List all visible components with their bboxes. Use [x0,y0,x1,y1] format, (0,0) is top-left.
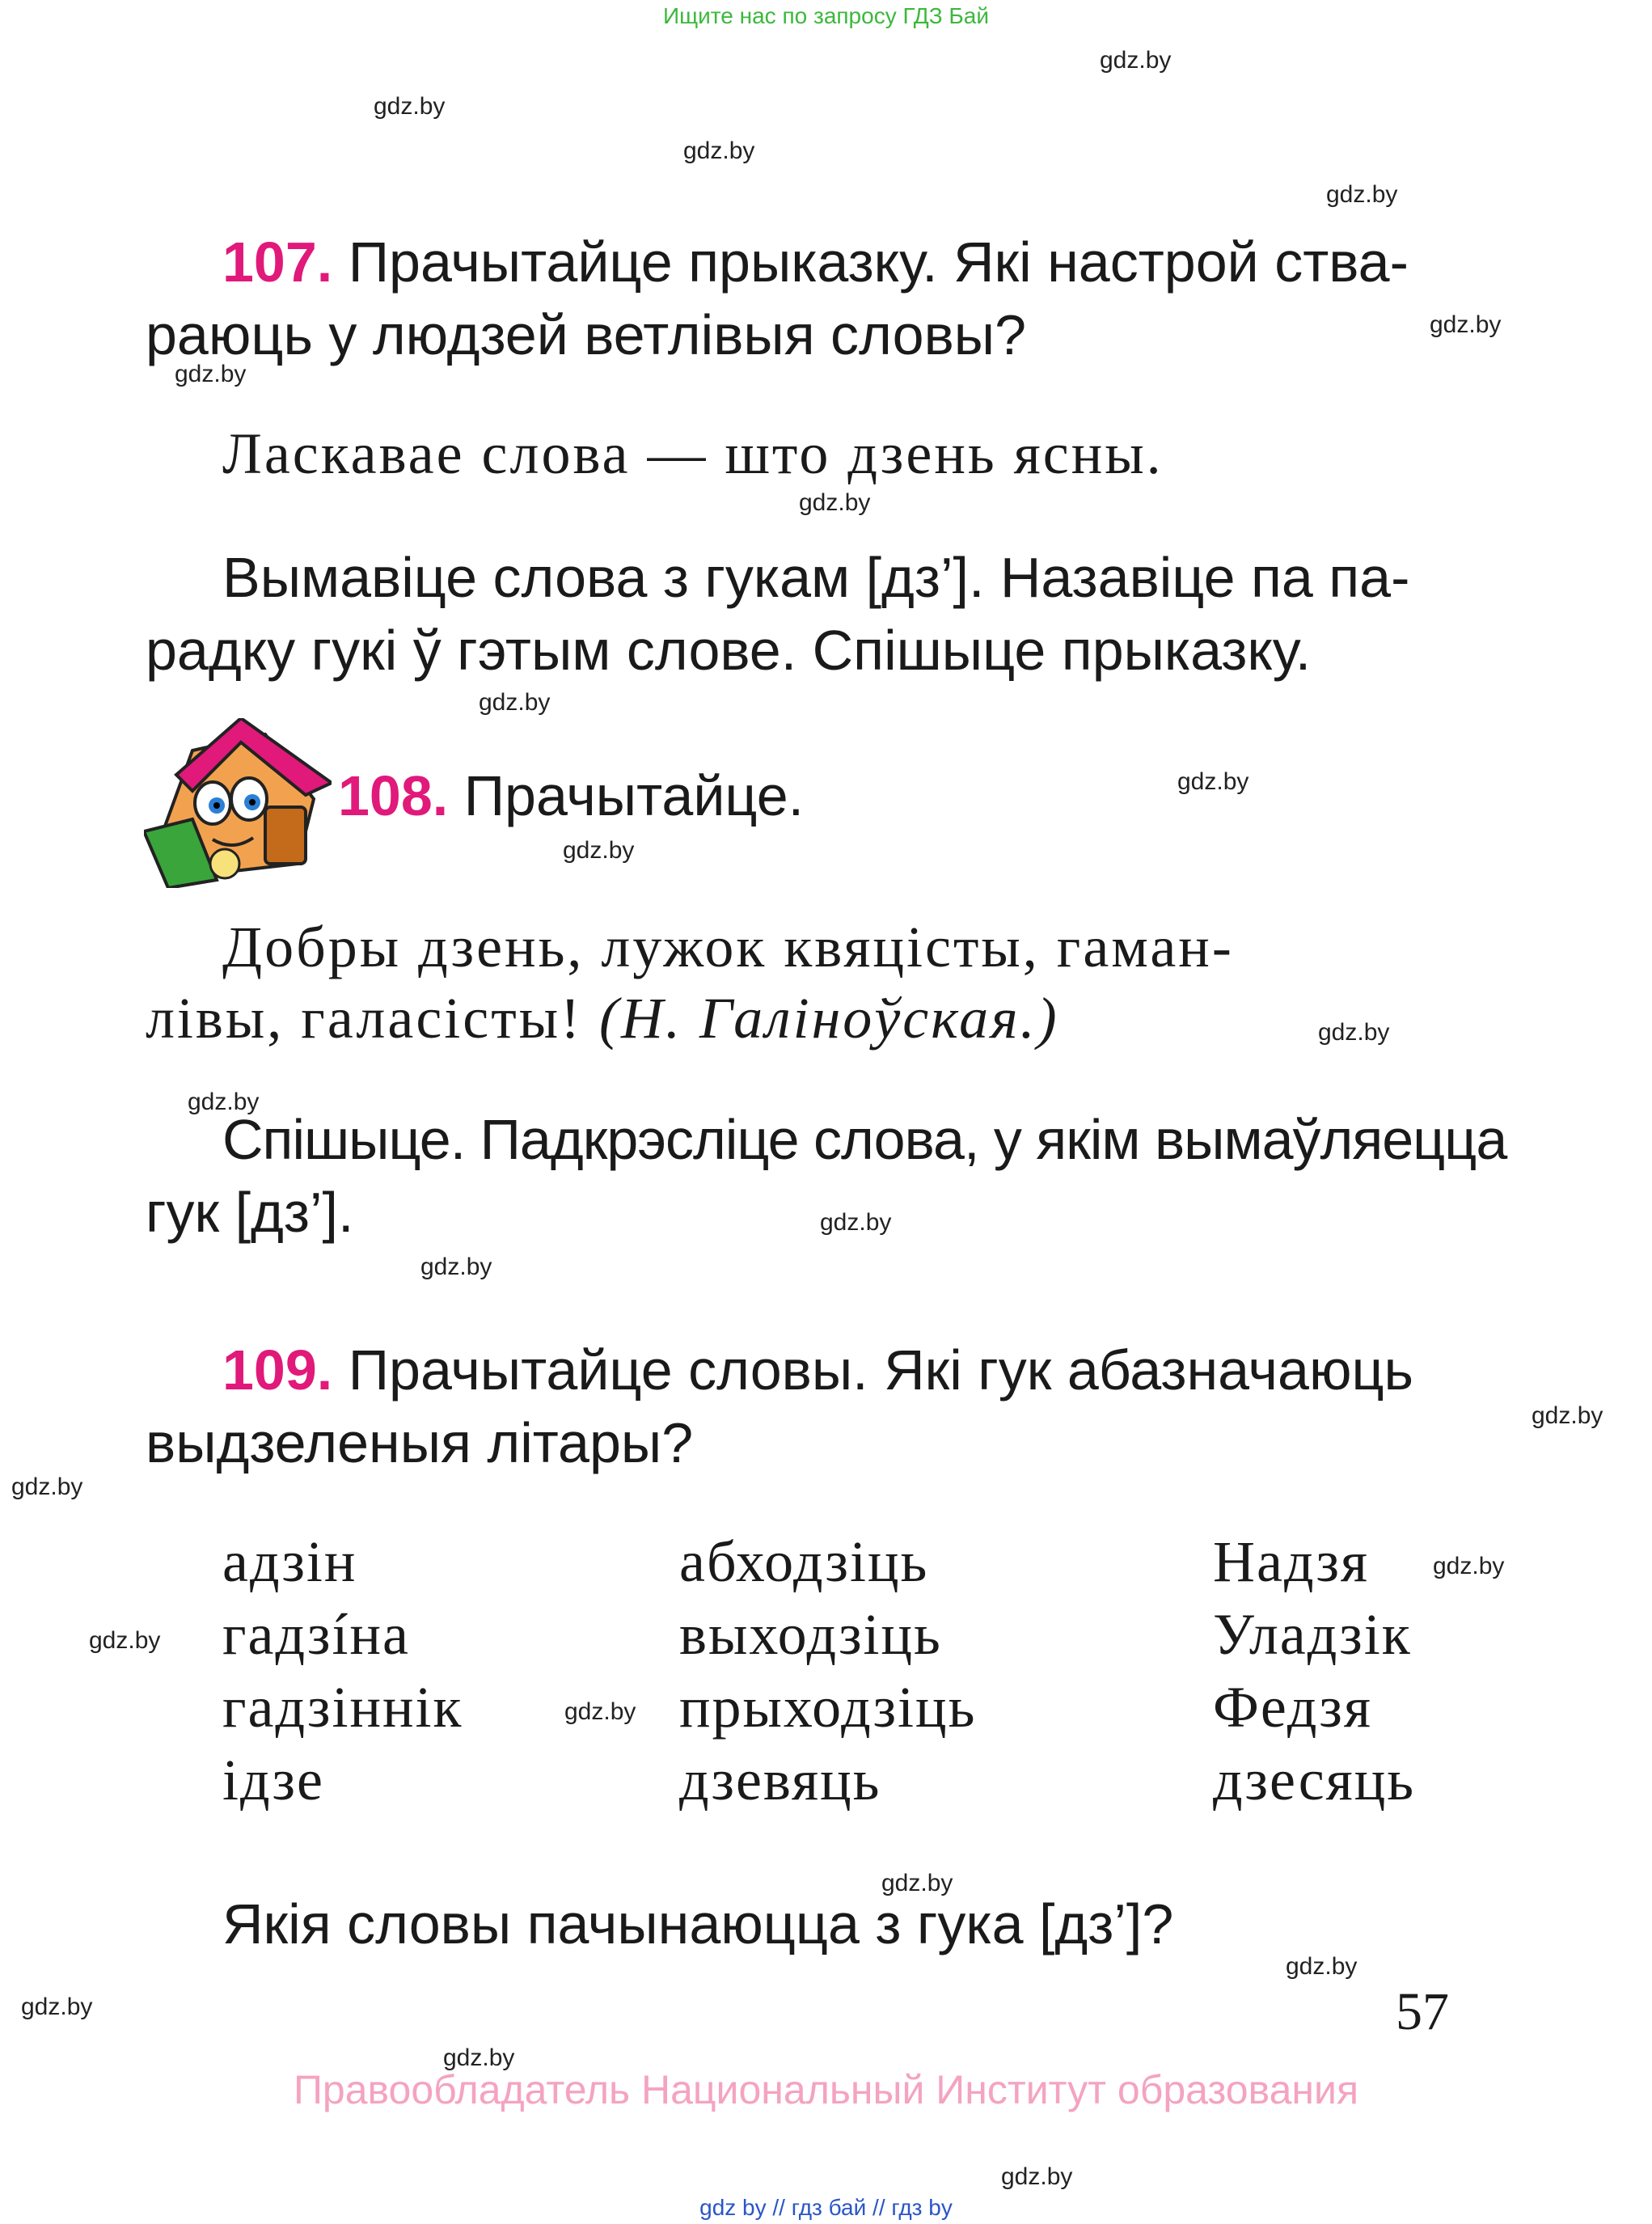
task-109-line1 [222,1334,1548,1406]
task-107-instruction-line2: радку гукі ў гэтым слове. Спішыце прыказку. [146,619,1312,682]
task-108-number: 108. [338,764,449,827]
reading-house-mascot-icon [144,718,332,888]
task-107-line2: раюць у людзей ветлівыя словы? [146,303,1027,366]
task-109-text: Прачытайце словы. Які гук абазначаюць [348,1338,1414,1402]
word-col1-3: гадзіннік [222,1675,463,1740]
task-107-proverb: Ласкавае слова — што дзень ясны. [222,421,1164,486]
word-col2-4: дзевяць [679,1748,881,1812]
watermark: gdz.by [881,1870,953,1896]
footer-links[interactable]: gdz by // гдз бай // гдз by [699,2195,953,2220]
watermark: gdz.by [563,837,635,864]
watermark: gdz.by [1286,1953,1358,1980]
word-col2-2: выходзіць [679,1602,942,1667]
word-col1-2: гадзíна [222,1602,410,1667]
task-108-poem-text: лівы, галасісты! [146,986,583,1051]
page-number: 57 [1396,1982,1449,2041]
word-col3-4: дзесяць [1213,1748,1416,1812]
watermark: gdz.by [1433,1553,1505,1579]
task-108-author: (Н. Галіноўская.) [599,986,1059,1051]
task-107-number: 107. [222,230,333,294]
watermark: gdz.by [89,1627,161,1654]
task-108-poem-line2 [146,985,1059,1052]
word-col1-1: адзін [222,1529,357,1594]
task-108-poem-line1: Добры дзень, лужок квяцісты, гаман- [222,915,1234,979]
task-108-instruction-line2: гук [дз’]. [146,1181,354,1244]
task-107-instruction-line1: Вымавіце слова з гукам [дз’]. Назавіце па па- [222,546,1410,609]
word-col3-3: Федзя [1213,1675,1372,1740]
watermark: gdz.by [683,137,755,164]
task-109-question: Якія словы пачынаюцца з гука [дз’]? [222,1892,1174,1956]
watermark: gdz.by [175,361,247,387]
word-col1-4: ідзе [222,1748,324,1812]
watermark: gdz.by [820,1209,892,1236]
task-109-number: 109. [222,1338,333,1402]
watermark: gdz.by [799,489,871,516]
watermark: gdz.by [1318,1019,1390,1046]
copyright-notice: Правообладатель Национальный Институт образования [293,2067,1359,2112]
task-108-title: Прачытайце. [463,764,805,827]
watermark: gdz.by [21,1994,93,2020]
task-108-heading [338,760,1652,831]
watermark: gdz.by [1100,47,1172,74]
watermark: gdz.by [11,1474,83,1500]
watermark: gdz.by [564,1698,636,1725]
word-col3-2: Уладзік [1213,1602,1412,1667]
watermark: gdz.by [188,1089,260,1115]
top-banner[interactable]: Ищите нас по запросу ГДЗ Бай [662,3,990,28]
word-col2-1: абходзіць [679,1529,929,1594]
watermark: gdz.by [479,689,551,716]
task-108-instruction-line1: Спішыце. Падкрэсліце слова, у якім вымаўляецца [222,1108,1507,1171]
watermark: gdz.by [1326,181,1398,208]
watermark: gdz.by [443,2044,515,2071]
word-col3-1: Надзя [1213,1529,1370,1594]
word-col2-3: прыходзіць [679,1675,977,1740]
watermark: gdz.by [1001,2163,1073,2190]
watermark: gdz.by [374,93,446,120]
task-107-line1 [222,226,1548,298]
task-107-text: Прачытайце прыказку. Які настрой ства- [348,230,1409,294]
watermark: gdz.by [1177,768,1249,795]
watermark: gdz.by [1430,311,1502,338]
task-109-line2: выдзеленыя літары? [146,1411,694,1474]
watermark: gdz.by [1532,1402,1603,1429]
watermark: gdz.by [420,1254,492,1280]
